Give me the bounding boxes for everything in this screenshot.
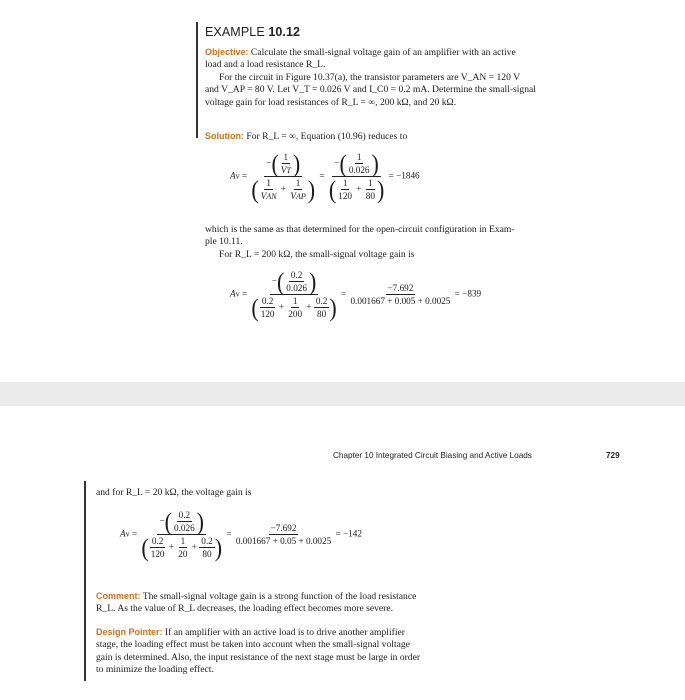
eq2-fraction-mid: $\frac{-7.692}{0.001667 + 0.005 + 0.0025}$ bbox=[350, 283, 451, 306]
equation-rl-200k: Av = −( $\frac{0.2}{0.026}$ ) ( $\frac{0.2}{120}$ + $\frac{1}{200}$ + $\frac{0.2}{80}$ ) = $\frac{-7.692}{0.001667 + 0.005 + 0.0025}$ = −839 bbox=[230, 266, 482, 322]
example-margin-rule bbox=[196, 22, 198, 138]
objective-label: Objective: bbox=[205, 47, 249, 57]
page-number: 729 bbox=[606, 451, 620, 460]
page-gap bbox=[0, 382, 685, 406]
design-pointer-label: Design Pointer: bbox=[96, 627, 163, 637]
equation-rl-infinite: Av = −( $\frac{1}{VT}$ ) ( $\frac{1}{\text{VAN}}$ + $\frac{1}{\text{VAP}}$ ) = −( $\frac{1}{0.026}$ ) ( $\frac{1}{120}$ + $\frac{1}{80}$ ) = −1846 bbox=[230, 148, 420, 204]
after-eq1-line2: ple 10.11. bbox=[205, 236, 243, 248]
for-20k-line: and for R_L = 20 kΩ, the voltage gain is bbox=[96, 487, 252, 498]
objective-line2: load and a load resistance R_L. bbox=[205, 59, 326, 71]
bottom-margin-rule bbox=[84, 481, 86, 681]
design-line4: to minimize the loading effect. bbox=[96, 664, 214, 676]
eq2-result: = −839 bbox=[454, 288, 482, 299]
eq2-fraction-left: −( $\frac{0.2}{0.026}$ ) ( $\frac{0.2}{120}$ + $\frac{1}{200}$ + $\frac{0.2}{80}$ ) bbox=[251, 266, 337, 322]
eq1-result: = −1846 bbox=[388, 170, 420, 181]
eq3-result: = −142 bbox=[335, 528, 362, 539]
eq3-fraction-mid: $\frac{-7.692}{0.001667 + 0.05 + 0.0025}$ bbox=[235, 523, 332, 546]
comment-line1: The small-signal voltage gain is a strong function of the load resistance bbox=[142, 591, 417, 602]
comment-line2: R_L. As the value of R_L decreases, the loading effect becomes more severe. bbox=[96, 603, 394, 615]
solution-line bbox=[205, 130, 605, 143]
solution-text: For R_L = ∞, Equation (10.96) reduces to bbox=[246, 131, 408, 142]
for-200k-text: For R_L = 200 kΩ, the small-signal voltage gain is bbox=[219, 248, 415, 260]
para1-line2: and V_AP = 80 V. Let V_T = 0.026 V and I_C0 = 0.2 mA. Determine the small-signal bbox=[205, 84, 536, 96]
comment-paragraph bbox=[96, 590, 496, 616]
eq3-fraction-left: −( $\frac{0.2}{0.026}$ ) ( $\frac{0.2}{120}$ + $\frac{1}{20}$ + $\frac{0.2}{80}$ ) bbox=[141, 506, 223, 562]
example-title-prefix: EXAMPLE bbox=[205, 25, 269, 39]
para1-line1: For the circuit in Figure 10.37(a), the transistor parameters are V_AN = 120 V bbox=[219, 71, 521, 83]
design-line3: gain is determined. Also, the input resistance of the next stage must be large in order bbox=[96, 651, 421, 663]
after-eq1-line1: which is the same as that determined for the open-circuit configuration in Exam- bbox=[205, 224, 515, 235]
after-eq1-paragraph bbox=[205, 224, 605, 261]
chapter-header: Chapter 10 Integrated Circuit Biasing and Active Loads bbox=[333, 451, 532, 460]
design-line2: stage, the loading effect must be taken into account when the small-signal voltage bbox=[96, 639, 410, 651]
solution-label: Solution: bbox=[205, 131, 244, 141]
equation-rl-20k: Av = −( $\frac{0.2}{0.026}$ ) ( $\frac{0.2}{120}$ + $\frac{1}{20}$ + $\frac{0.2}{80}$ ) = $\frac{-7.692}{0.001667 + 0.05 + 0.0025}$ = −142 bbox=[120, 506, 362, 562]
objective-paragraph bbox=[205, 46, 605, 109]
design-line1: If an amplifier with an active load is to drive another amplifier bbox=[164, 627, 405, 638]
para1-line3: voltage gain for load resistances of R_L = ∞, 200 kΩ, and 20 kΩ. bbox=[205, 96, 457, 108]
eq1-fraction-numeric: −( $\frac{1}{0.026}$ ) ( $\frac{1}{120}$ + $\frac{1}{80}$ ) bbox=[328, 148, 385, 204]
example-number: 10.12 bbox=[268, 25, 301, 39]
for-20k-text bbox=[96, 487, 496, 499]
eq1-fraction-symbolic: −( $\frac{1}{VT}$ ) ( $\frac{1}{\text{VAN}}$ + $\frac{1}{\text{VAP}}$ ) bbox=[251, 148, 316, 204]
comment-label: Comment: bbox=[96, 591, 141, 601]
objective-text: Calculate the small-signal voltage gain of an amplifier with an active bbox=[250, 47, 516, 58]
design-pointer-paragraph bbox=[96, 626, 496, 677]
example-title bbox=[205, 25, 300, 39]
